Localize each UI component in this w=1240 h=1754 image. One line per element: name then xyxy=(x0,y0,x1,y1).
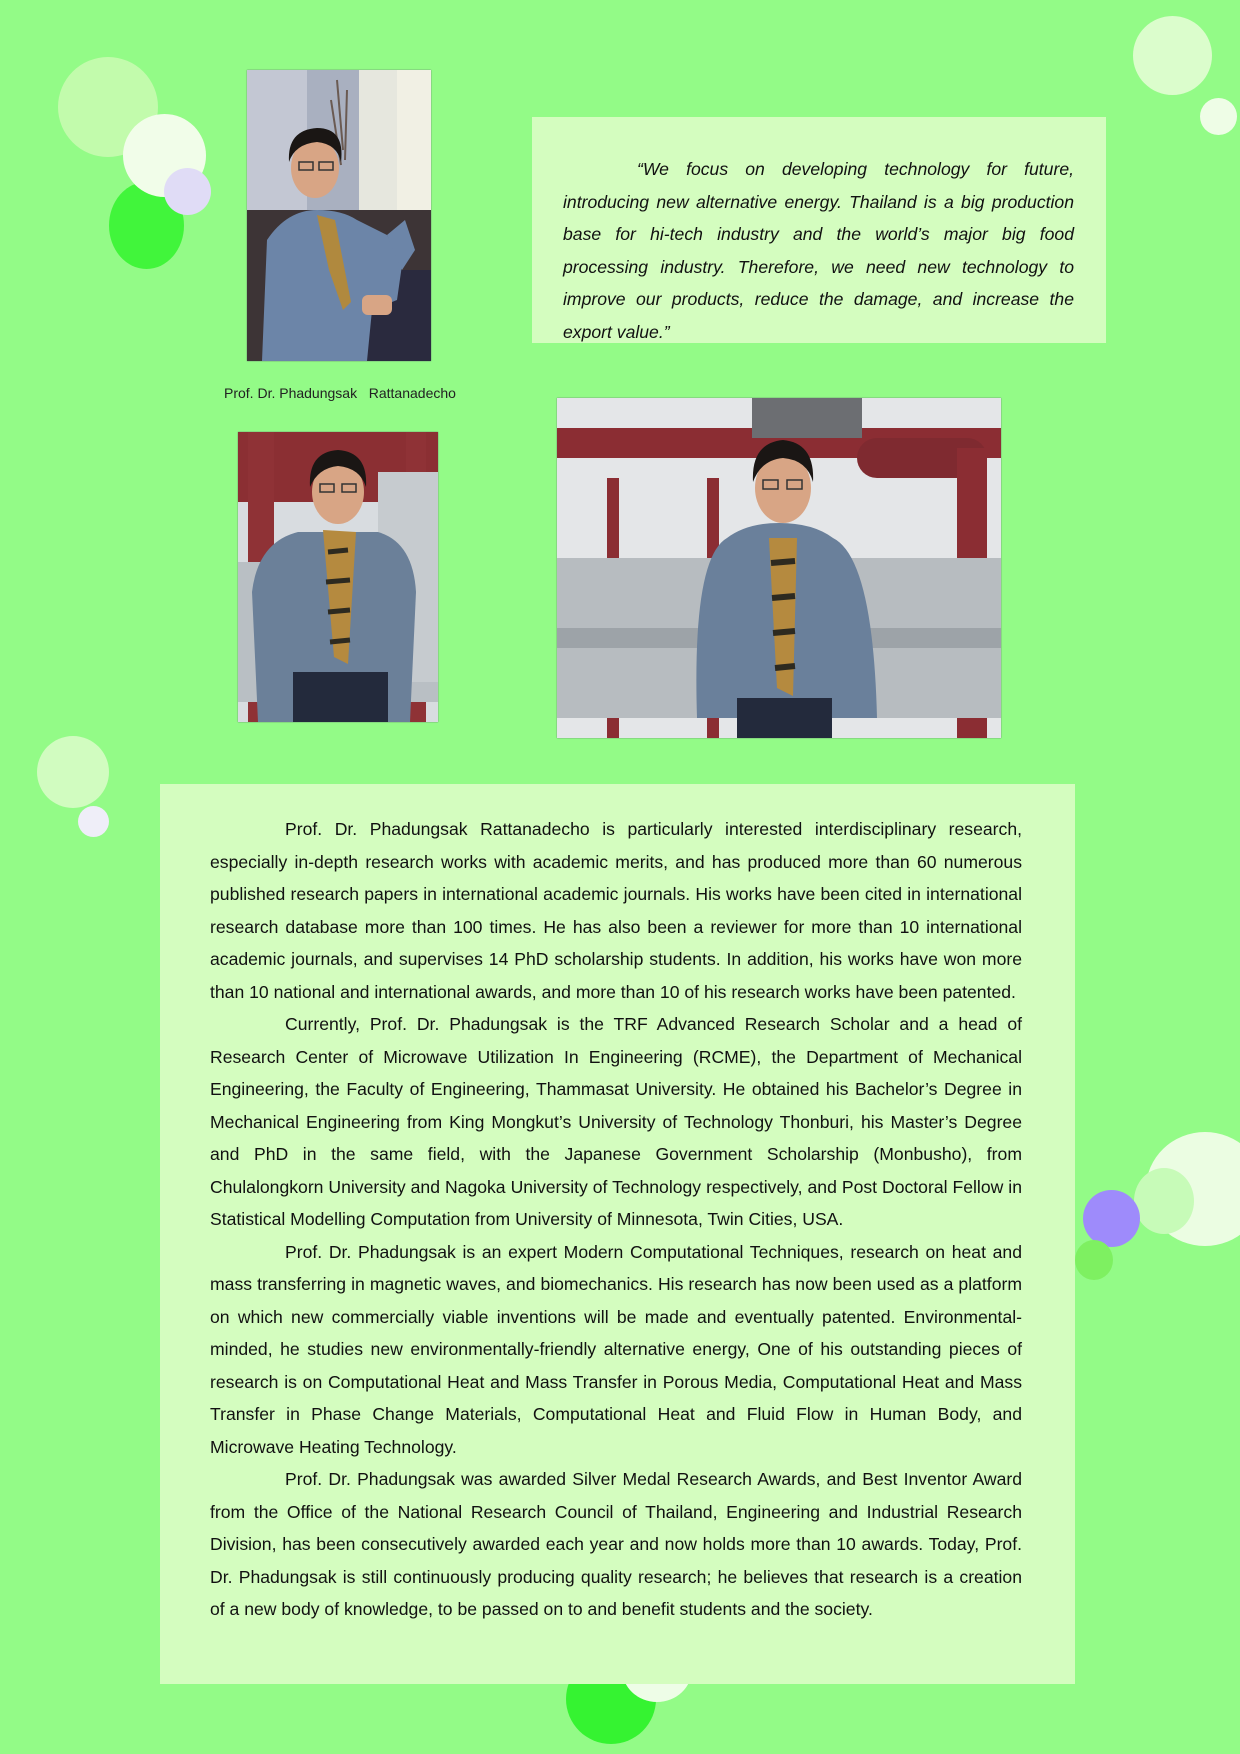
decor-circle xyxy=(1075,1240,1113,1280)
decor-circle xyxy=(78,806,109,837)
photo-caption: Prof. Dr. Phadungsak Rattanadecho xyxy=(224,385,456,401)
lab-photo xyxy=(557,398,1001,738)
bio-paragraph: Currently, Prof. Dr. Phadungsak is the TRF Advanced Research Scholar and a head of Research Center of Microwave Utilization In Engineering (RCME), the Department of Mechanical Engineering, the Faculty of Engineering, Thammasat University. He obtained his Bachelor’s Degree in Mechanical Engineering from King Mongkut’s University of Technology Thonburi, his Master’s Degree and PhD in the same field, with the Japanese Government Scholarship (Monbusho), from Chulalongkorn University and Nagoka University of Technology respectively, and Post Doctoral Fellow in Statistical Modelling Computation from University of Minnesota, Twin Cities, USA. xyxy=(210,1014,1022,1229)
lab-photo-image xyxy=(557,398,1001,738)
decor-circle xyxy=(1134,1168,1194,1234)
bio-paragraph: Prof. Dr. Phadungsak Rattanadecho is particularly interested interdisciplinary research, especially in-depth research works with academic merits, and has produced more than 60 numerous published research papers in international academic journals. His works have been cited in international research database more than 100 times. He has also been a reviewer for more than 10 international academic journals, and supervises 14 PhD scholarship students. In addition, his works have won more than 10 national and international awards, and more than 10 of his research works have been patented. xyxy=(210,819,1022,1002)
standing-photo-image xyxy=(238,432,438,722)
decor-circle xyxy=(1133,16,1212,95)
portrait-photo xyxy=(247,70,431,361)
decor-circle xyxy=(1083,1190,1140,1247)
decor-circle xyxy=(1200,98,1237,135)
decor-circle xyxy=(37,736,109,808)
quote-box xyxy=(532,117,1106,343)
decor-circle xyxy=(164,168,211,215)
quote-text: “We focus on developing technology for future, introducing new alternative energy. Thailand is a big production base for hi-tech industry and the world’s major big food processing industry. Therefore, we need new technology to improve our products, reduce the damage, and increase the export value.” xyxy=(563,159,1074,342)
portrait-photo-image xyxy=(247,70,431,361)
biography-box xyxy=(160,784,1075,1684)
standing-photo xyxy=(238,432,438,722)
bio-paragraph: Prof. Dr. Phadungsak was awarded Silver Medal Research Awards, and Best Inventor Award from the Office of the National Research Council of Thailand, Engineering and Industrial Research Division, has been consecutively awarded each year and now holds more than 10 awards. Today, Prof. Dr. Phadungsak is still continuously producing quality research; he believes that research is a creation of a new body of knowledge, to be passed on to and benefit students and the society. xyxy=(210,1469,1022,1619)
bio-paragraph: Prof. Dr. Phadungsak is an expert Modern Computational Techniques, research on heat and mass transferring in magnetic waves, and biomechanics. His research has now been used as a platform on which new commercially viable inventions will be made and eventually patented. Environmental-minded, he studies new environmentally-friendly alternative energy, One of his outstanding pieces of research is on Computational Heat and Mass Transfer in Porous Media, Computational Heat and Mass Transfer in Phase Change Materials, Computational Heat and Fluid Flow in Human Body, and Microwave Heating Technology. xyxy=(210,1241,1022,1457)
